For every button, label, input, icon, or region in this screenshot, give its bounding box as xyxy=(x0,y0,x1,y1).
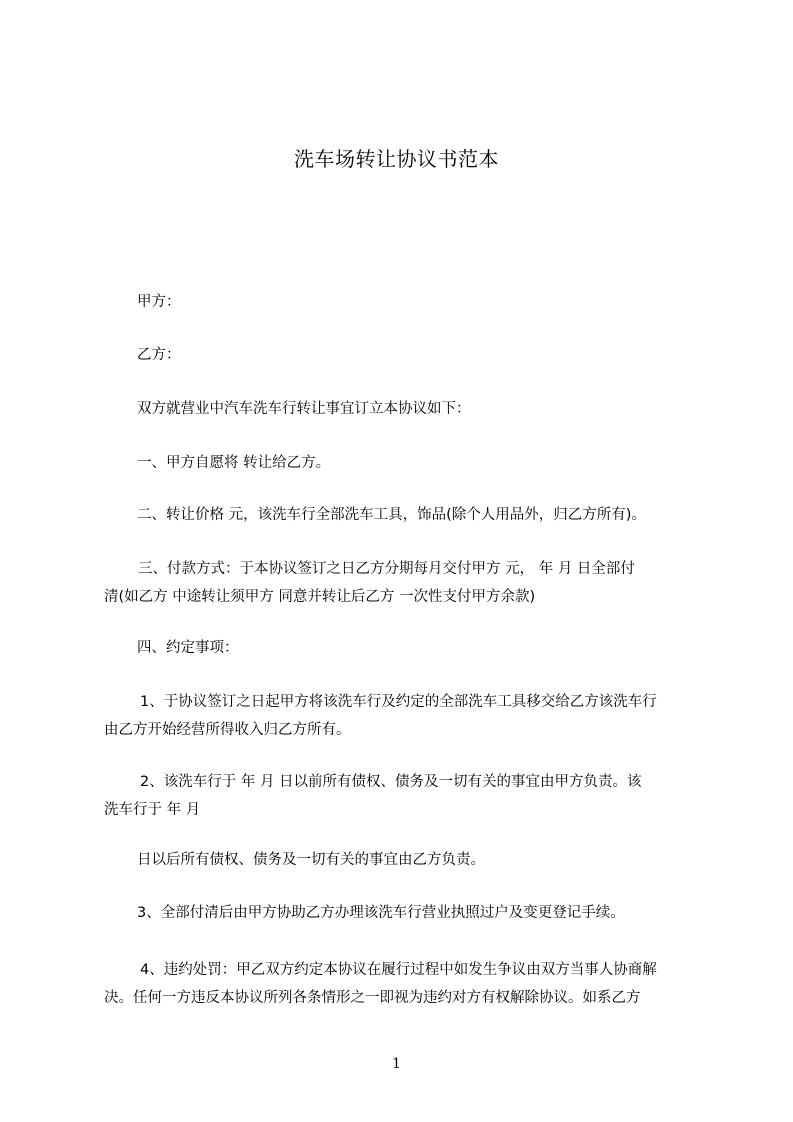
item-2 xyxy=(104,768,714,824)
document-title: 洗车场转让协议书范本 xyxy=(294,147,499,171)
item-1 xyxy=(104,688,714,744)
party-a-line: 甲方： xyxy=(137,294,181,310)
item-4-line-1: 4、违约处罚：甲乙双方约定本协议在履行过程中如发生争议由双方当事人协商解 xyxy=(140,962,657,978)
item-2-line-1: 2、该洗车行于 年 月 日以前所有债权、债务及一切有关的事宜由甲方负责。该 xyxy=(140,774,642,790)
item-1-line-2: 由乙方开始经营所得收入归乙方所有。 xyxy=(104,722,351,738)
item-4 xyxy=(104,956,714,1012)
clause-1: 一、甲方自愿将 转让给乙方。 xyxy=(137,455,331,471)
clause-3 xyxy=(104,555,714,611)
item-1-line-1: 1、于协议签订之日起甲方将该洗车行及约定的全部洗车工具移交给乙方该洗车行 xyxy=(140,694,657,710)
page-number: 1 xyxy=(392,1056,401,1072)
clause-4-heading: 四、约定事项： xyxy=(137,640,239,656)
intro-paragraph: 双方就营业中汽车洗车行转让事宜订立本协议如下： xyxy=(137,401,471,417)
item-4-line-2: 决。任何一方违反本协议所列各条情形之一即视为违约对方有权解除协议。如系乙方 xyxy=(104,990,641,1006)
item-3: 3、全部付清后由甲方协助乙方办理该洗车行营业执照过户及变更登记手续。 xyxy=(137,905,625,921)
clause-3-line-2: 清(如乙方 中途转让须甲方 同意并转让后乙方 一次性支付甲方余款) xyxy=(104,589,536,605)
party-b-line: 乙方： xyxy=(137,347,181,363)
item-2-line-2: 洗车行于 年 月 xyxy=(104,802,201,818)
clause-3-line-1: 三、付款方式：于本协议签订之日乙方分期每月交付甲方 元， 年 月 日全部付 xyxy=(138,561,635,577)
item-2-line-3: 日以后所有债权、债务及一切有关的事宜由乙方负责。 xyxy=(137,852,485,868)
clause-2: 二、转让价格 元，该洗车行全部洗车工具，饰品(除个人用品外，归乙方所有)。 xyxy=(137,507,646,523)
